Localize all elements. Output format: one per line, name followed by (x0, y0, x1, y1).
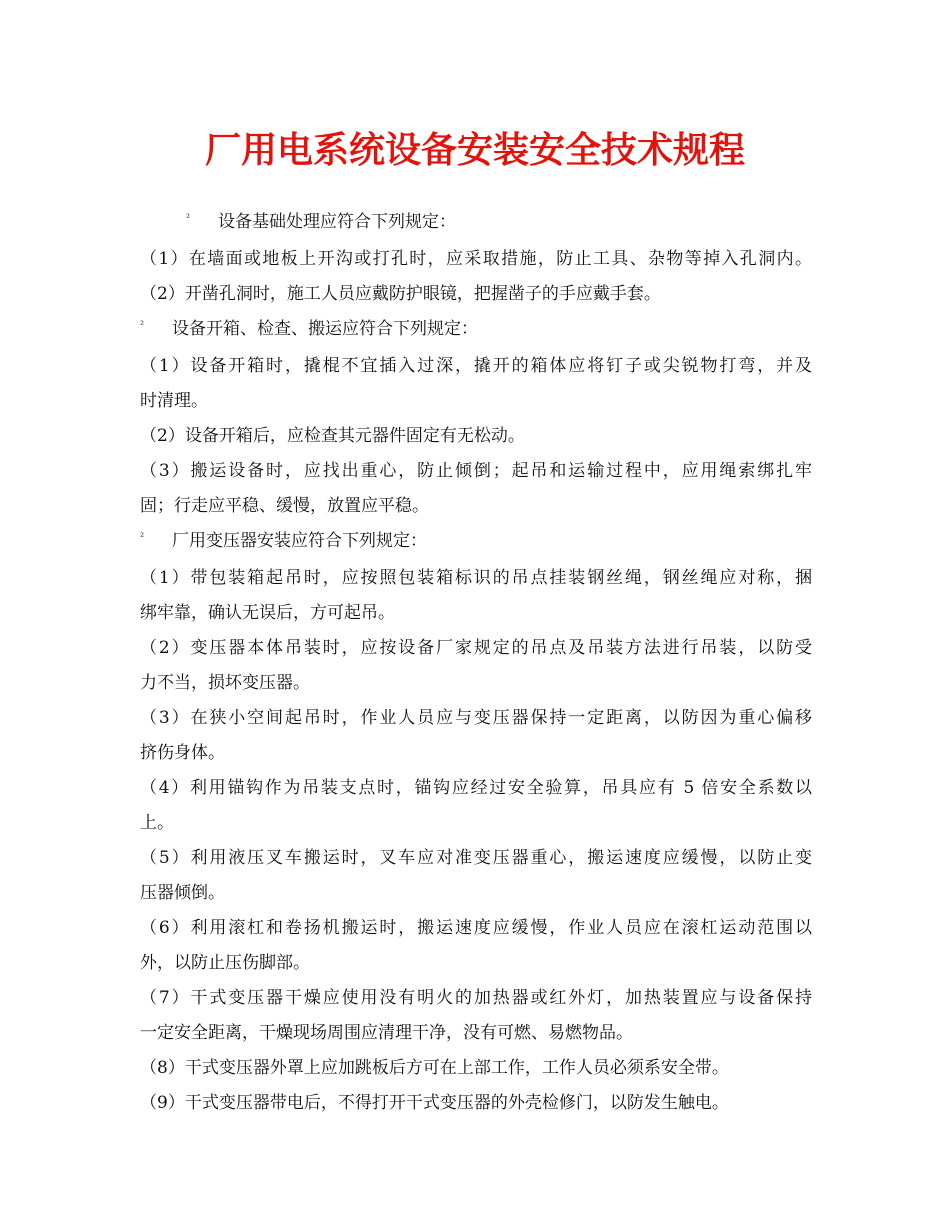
paragraph-line: （2）开凿孔洞时，施工人员应戴防护眼镜，把握凿子的手应戴手套。 (140, 284, 661, 304)
paragraph-line: （1）带包装箱起吊时，应按照包装箱标识的吊点挂装钢丝绳，钢丝绳应对称，捆 (140, 568, 812, 588)
paragraph-line: （2）设备开箱后，应检查其元器件固定有无松动。 (140, 426, 525, 446)
paragraph-line: （3）在狭小空间起吊时，作业人员应与变压器保持一定距离，以防因为重心偏移 (140, 708, 812, 728)
paragraph-line: 时清理。 (140, 391, 208, 411)
paragraph-line: 绑牢靠，确认无误后，方可起吊。 (140, 603, 395, 623)
section-heading-text: 厂用变压器安装应符合下列规定： (172, 531, 428, 551)
paragraph-line: 压器倾倒。 (140, 883, 225, 903)
paragraph-line: （9）干式变压器带电后，不得打开干式变压器的外壳检修门，以防发生触电。 (140, 1093, 729, 1113)
paragraph-line: （3）搬运设备时，应找出重心，防止倾倒；起吊和运输过程中，应用绳索绑扎牢 (140, 461, 812, 481)
paragraph-line: 固；行走应平稳、缓慢，放置应平稳。 (140, 496, 429, 516)
bullet-icon: ² (186, 213, 191, 224)
paragraph-line: 力不当，损坏变压器。 (140, 673, 310, 693)
paragraph-line: （1）在墙面或地板上开沟或打孔时，应采取措施，防止工具、杂物等掉入孔洞内。 (140, 249, 812, 269)
paragraph-line: 上。 (140, 813, 174, 833)
paragraph-line: 一定安全距离，干燥现场周围应清理干净，没有可燃、易燃物品。 (140, 1023, 633, 1043)
bullet-icon: ² (140, 532, 145, 543)
section-heading (140, 205, 812, 242)
paragraph-line: （5）利用液压叉车搬运时，叉车应对准变压器重心，搬运速度应缓慢，以防止变 (140, 848, 812, 868)
paragraph-line: （2）变压器本体吊装时，应按设备厂家规定的吊点及吊装方法进行吊装，以防受 (140, 638, 812, 658)
paragraph-line: 外，以防止压伤脚部。 (140, 953, 310, 973)
paragraph-line: （4）利用锚钩作为吊装支点时，锚钩应经过安全验算，吊具应有 5 倍安全系数以 (140, 778, 812, 798)
paragraph-line: （1）设备开箱时，撬棍不宜插入过深，撬开的箱体应将钉子或尖锐物打弯，并及 (140, 356, 812, 376)
paragraph-line: 挤伤身体。 (140, 743, 225, 763)
section-heading (140, 524, 812, 561)
paragraph-line: （7）干式变压器干燥应使用没有明火的加热器或红外灯，加热装置应与设备保持 (140, 988, 812, 1008)
document-body (140, 205, 812, 1121)
bullet-icon: ² (140, 320, 145, 331)
paragraph-line: （6）利用滚杠和卷扬机搬运时，搬运速度应缓慢，作业人员应在滚杠运动范围以 (140, 918, 812, 938)
document-title: 厂用电系统设备安装安全技术规程 (204, 129, 745, 171)
paragraph-line: （8）干式变压器外罩上应加跳板后方可在上部工作，工作人员必须系安全带。 (140, 1058, 729, 1078)
section-heading-text: 设备开箱、检查、搬运应符合下列规定： (172, 319, 479, 339)
section-heading-text: 设备基础处理应符合下列规定： (218, 212, 457, 232)
section-heading (140, 312, 812, 349)
